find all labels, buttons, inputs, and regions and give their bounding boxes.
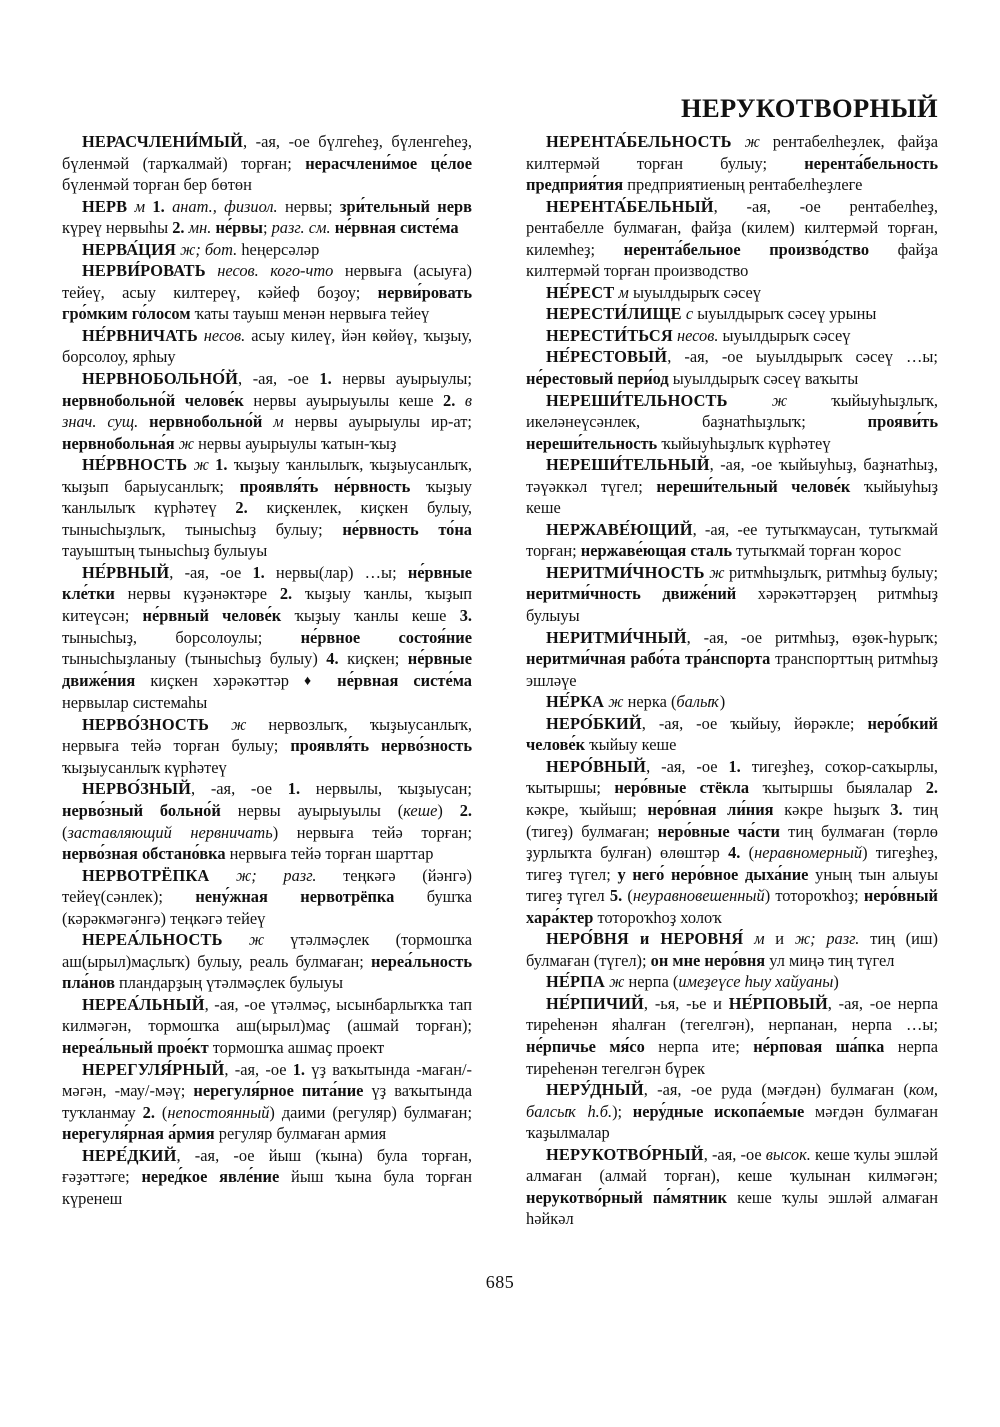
dictionary-entry <box>62 368 472 454</box>
dictionary-entry <box>62 929 472 994</box>
entry-gloss: ж үтәлмәҫлек (тормошҡа аш(ырыл)маҫлыҡ) булыу, реаль булмаған; нереа́льность пла́нов пландарҙың үтәлмәҫлек булыуы <box>62 930 472 993</box>
left-column <box>62 131 472 1209</box>
entry-headword: НЕРВО́ЗНОСТЬ <box>82 714 209 734</box>
two-column-body <box>62 131 938 1230</box>
entry-headword: НЕ́РВНЫЙ <box>82 562 170 582</box>
entry-gloss: с ыуылдырыҡ сәсеү урыны <box>685 304 877 324</box>
dictionary-entry <box>526 562 938 627</box>
dictionary-entry <box>526 390 938 455</box>
entry-gloss: , -ая, -ое высок. кеше ҡулы эшләй алмаған (алмай торған), кеше ҡулынан килмәгән; нерукотво́рный па́мятник кеше ҡулы эшләй алмаған һәйкәл <box>526 1144 938 1229</box>
entry-gloss: , -ая, -ое руда (мәғдән) булмаған (ком, балсыҡ һ.б.); неру́дные ископа́емые мәғдән булмаған ҡаҙылмалар <box>526 1080 938 1143</box>
entry-headword: НЕРЖАВЕ́ЮЩИЙ <box>546 519 693 539</box>
entry-headword: НЕРЕ́ДКИЙ <box>82 1145 177 1165</box>
dictionary-entry <box>62 865 472 930</box>
entry-gloss: ж нерка (балыҡ) <box>608 692 726 712</box>
dictionary-entry <box>526 282 938 304</box>
dictionary-entry <box>526 1144 938 1230</box>
entry-headword: НЕРЕНТА́БЕЛЬНЫЙ <box>546 196 714 216</box>
entry-headword: НЕРО́БКИЙ <box>546 713 642 733</box>
entry-headword: НЕРВО́ЗНЫЙ <box>82 779 191 799</box>
entry-headword: НЕРЕСТИ́ТЬСЯ <box>546 325 673 345</box>
entry-gloss: , -ая, -ое 1. нервы ауырыулы; нервнобольно́й челове́к нервы ауырыуылы кеше 2. в знач. сущ. нервнобольно́й м нервы ауырыулы ир-ат; нервнобольна́я ж нервы ауырыулы ҡатын-ҡыҙ <box>62 369 472 453</box>
entry-gloss: , -ая, -ое ҡыйыу, йөрәкле; неро́бкий челове́к ҡыйыу кеше <box>526 713 938 755</box>
entry-headword: НЕРВ <box>82 196 128 216</box>
dictionary-entry <box>526 519 938 562</box>
entry-gloss: , -ья, -ье и НЕ́РПОВЫЙ, -ая, -ое нерпа тиреһенән яһалған (тегелгән), нерпанан, нерпа …ы; не́рпичье мя́со нерпа ите; не́рповая ша́пка нерпа тиреһенән тегелгән бүрек <box>526 993 938 1078</box>
entry-gloss: , -ая, -ое 1. нервы(лар) …ы; не́рвные кле́тки нервы күҙәнәктәре 2. ҡыҙыу ҡанлы, ҡыҙып китеүсән; не́рвный челове́к ҡыҙыу ҡанлы кеше 3. тынысһыҙ, борсолоулы; не́рвное состоя́ние тынысһыҙланыу (тынысһыҙ булыу) 4. киҫкен; не́рвные движе́ния киҫкен хәрәкәттәр ♦ не́рвная систе́ма нервылар системаһы <box>62 562 473 713</box>
entry-headword: НЕ́РКА <box>546 692 605 712</box>
dictionary-entry <box>62 1059 472 1145</box>
entry-headword: НЕРО́ВНЯ и НЕРОВНЯ́ <box>546 929 744 949</box>
entry-gloss: несов. ыуылдырыҡ сәсеү <box>676 325 851 345</box>
dictionary-entry <box>62 239 472 261</box>
entry-headword: НЕРУ́ДНЫЙ <box>546 1080 644 1100</box>
entry-headword: НЕРИТМИ́ЧНОСТЬ <box>546 562 705 582</box>
entry-headword: НЕРЕНТА́БЕЛЬНОСТЬ <box>546 132 732 151</box>
entry-gloss: , -ая, -ее тутыҡмаусан, тутыҡмай торған; нержаве́ющая сталь тутыҡмай торған ҡорос <box>526 519 938 561</box>
entry-headword: НЕРЕГУЛЯ́РНЫЙ <box>82 1059 225 1079</box>
dictionary-entry <box>526 756 938 928</box>
dictionary-entry <box>62 454 472 562</box>
entry-headword: НЕРИТМИ́ЧНЫЙ <box>546 627 687 647</box>
entry-gloss: несов. кого-что нервыға (асыуға) тейеү, асыу килтереү, кәйеф боҙоу; нерви́ровать гро́мким го́лосом ҡаты тауыш менән нервыға тейеү <box>62 261 472 324</box>
dictionary-entry <box>62 260 472 325</box>
entry-headword: НЕ́РВНИЧАТЬ <box>82 325 198 345</box>
entry-gloss: , -ая, -ое ыуылдырыҡ сәсеү …ы; не́рестовый пери́од ыуылдырыҡ сәсеү ваҡыты <box>526 347 938 389</box>
entry-gloss: несов. асыу килеү, йән көйөү, ҡыҙыу, борсолоу, ярһыу <box>62 325 472 367</box>
entry-gloss: м и ж; разг. тиң (иш) булмаған (түгел); он мне неро́вня ул миңә тиң түгел <box>526 929 938 970</box>
dictionary-entry <box>62 562 472 714</box>
dictionary-entry <box>526 454 938 519</box>
entry-headword: НЕРЕА́ЛЬНЫЙ <box>82 994 205 1014</box>
entry-gloss: ж; бот. һеңерсәләр <box>180 239 320 259</box>
dictionary-entry <box>62 131 472 196</box>
entry-headword: НЕРВИ́РОВАТЬ <box>82 261 206 281</box>
dictionary-entry <box>526 713 938 756</box>
entry-headword: НЕ́РЕСТОВЫЙ <box>546 347 668 367</box>
dictionary-entry <box>62 714 472 779</box>
dictionary-entry <box>526 325 938 347</box>
entry-headword: НЕРЕА́ЛЬНОСТЬ <box>82 930 223 950</box>
entry-gloss: ж ҡыйыуһыҙлыҡ, икеләнеүсәнлек, баҙнатһыҙлыҡ; прояви́ть нереши́тельность ҡыйыуһыҙлыҡ күрһәтеү <box>526 390 938 453</box>
entry-gloss: , -ая, -ое 1. үҙ ваҡытында -маған/-мәгән, -мау/-мәү; нерегуля́рное пита́ние үҙ ваҡытында туҡланмау 2. (непостоянный) даими (регуляр) булмаған; нерегуля́рная а́рмия регуляр булмаған армия <box>62 1059 472 1144</box>
entry-headword: НЕ́РВНОСТЬ <box>82 455 188 475</box>
right-column <box>526 131 938 1230</box>
entry-headword: НЕРО́ВНЫЙ <box>546 756 647 776</box>
dictionary-entry <box>526 971 938 993</box>
entry-gloss: ж рентабелһеҙлек, файҙа килтермәй торған булыу; нерента́бельность предприя́тия предприятиеның рентабелһеҙлеге <box>526 132 938 195</box>
entry-headword: НЕРВОТРЁПКА <box>82 865 210 885</box>
entry-gloss: , -ая, -ое 1. тигеҙһеҙ, соҡор-саҡырлы, ҡытыршы; неро́вные стёкла ҡытыршы быялалар 2. кәкре, ҡыйыш; неро́вная ли́ния кәкре һыҙыҡ 3. тиң (тигеҙ) булмаған; неро́вные ча́сти тиң булмаған (төрлө ҙурлыҡта булған) өлөштәр 4. (неравномерный) тигеҙһеҙ, тигеҙ түгел; у него́ неро́вное дыха́ние уның тын алыуы тигеҙ түгел 5. (неуравновешенный) тотороҡһоҙ; неро́вный хара́ктер тотороҡһоҙ холоҡ <box>526 756 939 927</box>
entry-gloss: , -ая, -ое рентабелһеҙ, рентабелле булмаған, файҙа (килем) килтермәй торған, килемһеҙ; нерента́бельное произво́дство файҙа килтермәй торған производство <box>526 196 938 281</box>
entry-gloss: , -ая, -ое ритмһыҙ, өҙөк-һурыҡ; неритми́чная рабо́та тра́нспорта транспорттың ритмһыҙ эшләүе <box>526 627 938 690</box>
entry-headword: НЕРЕШИ́ТЕЛЬНОСТЬ <box>546 390 728 410</box>
dictionary-entry <box>62 778 472 864</box>
dictionary-entry <box>62 325 472 368</box>
entry-gloss: , -ая, -ое ҡыйыуһыҙ, баҙнатһыҙ, тәүәккәл түгел; нереши́тельный челове́к ҡыйыуһыҙ кеше <box>526 455 939 518</box>
entry-gloss: ж нерпа (имеҙеүсе һыу хайуаны) <box>609 972 839 992</box>
entry-gloss: , -ая, -ое бүлгеһеҙ, бүленгеһеҙ, бүленмәй (тарҡалмай) торған; нерасчлени́мое це́лое бүленмәй торған бер бөтөн <box>62 132 472 195</box>
entry-headword: НЕРВА́ЦИЯ <box>82 239 176 259</box>
dictionary-entry <box>62 994 472 1059</box>
entry-gloss: м 1. анат., физиол. нервы; зри́тельный нерв күреү нервыһы 2. мн. не́рвы; разг. см. не́рвная систе́ма <box>62 196 472 238</box>
entry-headword: НЕРЕШИ́ТЕЛЬНЫЙ <box>546 455 710 475</box>
dictionary-entry <box>526 346 938 389</box>
dictionary-entry <box>526 993 938 1079</box>
entry-gloss: , -ая, -ое 1. нервылы, ҡыҙыусан; нерво́зный больно́й нервы ауырыуылы (кеше) 2. (заставляющий нервничать) нервыға тейә торған; нерво́зная обстано́вка нервыға тейә торған шарттар <box>62 779 473 864</box>
entry-gloss: , -ая, -ое үтәлмәҫ, ысынбарлыҡҡа тап килмәгән, тормошҡа аш(ырыл)маҫ (ашмай торған); нереа́льный прое́кт тормошҡа ашмаҫ проект <box>62 994 472 1057</box>
dictionary-entry <box>62 1145 472 1210</box>
dictionary-entry <box>526 196 938 282</box>
entry-gloss: ж ритмһыҙлыҡ, ритмһыҙ булыу; неритми́чность движе́ний хәрәкәттәрҙең ритмһыҙ булыуы <box>526 562 938 626</box>
entry-headword: НЕ́РПА <box>546 972 606 992</box>
entry-headword: НЕ́РПИЧИЙ <box>546 993 644 1013</box>
page-number: 685 <box>485 1272 515 1292</box>
entry-headword: НЕРУКОТВО́РНЫЙ <box>546 1144 704 1164</box>
entry-headword: НЕРВНОБОЛЬНО́Й <box>82 369 239 389</box>
dictionary-entry <box>526 131 938 196</box>
entry-gloss: ж; разг. теңкәгә (йәнгә) тейеү(сәнлек); нену́жная нервотрёпка бушҡа (кәрәкмәгәнгә) теңкәгә тейеү <box>62 865 472 928</box>
entry-gloss: , -ая, -ое йыш (ҡына) була торған, ғәҙәттәге; неред́кое явле́ние йыш ҡына була торған күренеш <box>62 1145 472 1208</box>
entry-headword: НЕРАСЧЛЕНИ́МЫЙ <box>82 132 243 151</box>
dictionary-entry <box>62 196 472 239</box>
entry-gloss: м ыуылдырыҡ сәсеү <box>618 282 761 302</box>
dictionary-entry <box>526 1079 938 1144</box>
dictionary-entry <box>526 303 938 325</box>
dictionary-entry <box>526 928 938 971</box>
entry-headword: НЕРЕСТИ́ЛИЩЕ <box>546 304 682 324</box>
entry-gloss: ж нервозлыҡ, ҡыҙыусанлыҡ, нервыға тейә торған булыу; проявля́ть нерво́зность ҡыҙыусанлыҡ күрһәтеү <box>62 714 472 777</box>
dictionary-entry <box>526 691 938 713</box>
dictionary-entry <box>526 627 938 692</box>
entry-headword: НЕ́РЕСТ <box>546 282 615 302</box>
entry-gloss: ж 1. ҡыҙыу ҡанлылыҡ, ҡыҙыусанлыҡ, ҡыҙып барыусанлыҡ; проявля́ть не́рвность ҡыҙыу ҡанлылыҡ күрһәтеү 2. киҫкенлек, киҫкен булыу, тынысһыҙлыҡ, тынысһыҙ булыу; не́рвность то́на тауыштың тынысһыҙ булыуы <box>62 455 472 561</box>
running-head: НЕРУКОТВОРНЫЙ <box>680 93 938 123</box>
